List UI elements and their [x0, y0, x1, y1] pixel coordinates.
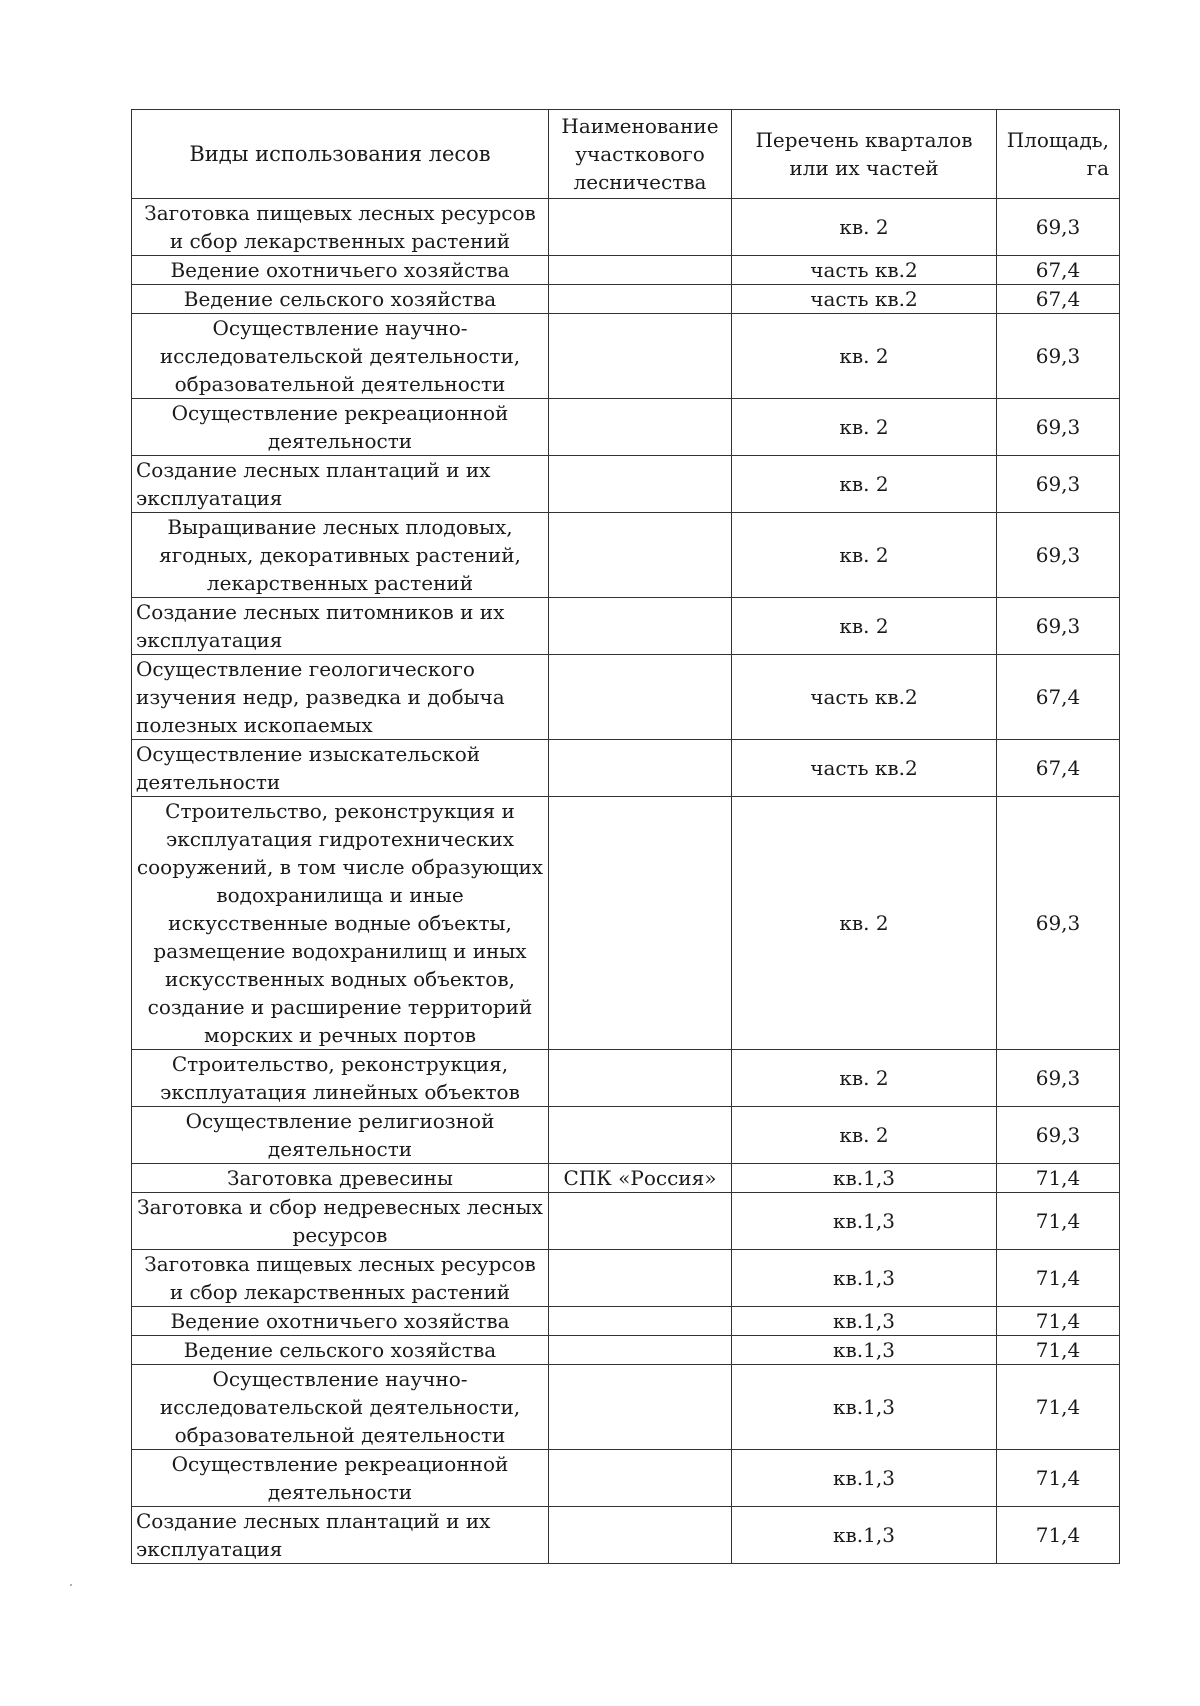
forest-use-cell: Строительство, реконструкция, эксплуатация линейных объектов [132, 1050, 549, 1107]
forestry-cell [549, 1365, 732, 1450]
forest-use-table [131, 109, 1120, 1564]
forest-use-cell: Заготовка пищевых лесных ресурсов и сбор лекарственных растений [132, 199, 549, 256]
quarters-cell: часть кв.2 [732, 285, 997, 314]
forestry-cell [549, 199, 732, 256]
quarters-cell: кв. 2 [732, 199, 997, 256]
forestry-cell [549, 1250, 732, 1307]
table-row [132, 456, 1120, 513]
forestry-cell [549, 1336, 732, 1365]
table-row [132, 399, 1120, 456]
quarters-cell: кв.1,3 [732, 1193, 997, 1250]
forest-use-cell: Выращивание лесных плодовых, ягодных, декоративных растений, лекарственных растений [132, 513, 549, 598]
table-row [132, 1365, 1120, 1450]
table-row [132, 655, 1120, 740]
quarters-cell: кв. 2 [732, 1050, 997, 1107]
quarters-cell: кв. 2 [732, 1107, 997, 1164]
table-row [132, 1250, 1120, 1307]
forestry-cell [549, 1307, 732, 1336]
forest-use-cell: Осуществление изыскательской деятельности [132, 740, 549, 797]
header-quarters: Перечень кварталов или их частей [732, 110, 997, 199]
quarters-cell: кв.1,3 [732, 1164, 997, 1193]
table-row [132, 199, 1120, 256]
forestry-cell [549, 1050, 732, 1107]
table-row [132, 285, 1120, 314]
area-cell: 69,3 [997, 314, 1120, 399]
area-cell: 67,4 [997, 285, 1120, 314]
area-cell: 71,4 [997, 1250, 1120, 1307]
quarters-cell: часть кв.2 [732, 655, 997, 740]
quarters-cell: кв.1,3 [732, 1307, 997, 1336]
area-cell: 67,4 [997, 655, 1120, 740]
forest-use-cell: Строительство, реконструкция и эксплуатация гидротехнических сооружений, в том числе образующих водохранилища и иные искусственные водные объекты, размещение водохранилищ и иных искусственных водных объектов, создание и расширение территорий морских и речных портов [132, 797, 549, 1050]
area-cell: 71,4 [997, 1307, 1120, 1336]
forest-use-cell: Заготовка древесины [132, 1164, 549, 1193]
forestry-cell [549, 256, 732, 285]
forestry-cell [549, 285, 732, 314]
area-cell: 69,3 [997, 199, 1120, 256]
area-cell: 69,3 [997, 456, 1120, 513]
table-row [132, 1107, 1120, 1164]
forestry-cell [549, 797, 732, 1050]
table-row [132, 1193, 1120, 1250]
table-row [132, 1307, 1120, 1336]
quarters-cell: кв. 2 [732, 797, 997, 1050]
table-row [132, 1050, 1120, 1107]
forest-use-cell: Осуществление научно-исследовательской деятельности, образовательной деятельности [132, 314, 549, 399]
quarters-cell: кв. 2 [732, 314, 997, 399]
forestry-cell [549, 513, 732, 598]
quarters-cell: кв.1,3 [732, 1336, 997, 1365]
header-row [132, 110, 1120, 199]
forestry-cell [549, 1507, 732, 1564]
table-row [132, 314, 1120, 399]
area-cell: 71,4 [997, 1336, 1120, 1365]
forestry-cell [549, 1450, 732, 1507]
quarters-cell: кв.1,3 [732, 1250, 997, 1307]
forestry-cell [549, 314, 732, 399]
forestry-cell [549, 598, 732, 655]
table-row [132, 256, 1120, 285]
table-body [132, 199, 1120, 1564]
forest-use-cell: Осуществление рекреационной деятельности [132, 1450, 549, 1507]
area-cell: 69,3 [997, 513, 1120, 598]
area-cell: 69,3 [997, 399, 1120, 456]
quarters-cell: кв.1,3 [732, 1507, 997, 1564]
quarters-cell: кв. 2 [732, 456, 997, 513]
area-cell: 69,3 [997, 797, 1120, 1050]
forest-use-cell: Ведение охотничьего хозяйства [132, 256, 549, 285]
area-cell: 67,4 [997, 256, 1120, 285]
quarters-cell: кв. 2 [732, 598, 997, 655]
forestry-cell [549, 655, 732, 740]
forest-use-cell: Осуществление религиозной деятельности [132, 1107, 549, 1164]
table-header [132, 110, 1120, 199]
area-cell: 69,3 [997, 1050, 1120, 1107]
area-cell: 71,4 [997, 1507, 1120, 1564]
scan-speck [70, 1584, 72, 1586]
quarters-cell: кв. 2 [732, 399, 997, 456]
forest-use-cell: Ведение сельского хозяйства [132, 285, 549, 314]
forestry-cell [549, 740, 732, 797]
header-area: Площадь, га [997, 110, 1120, 199]
forest-use-cell: Осуществление научно-исследовательской деятельности, образовательной деятельности [132, 1365, 549, 1450]
area-cell: 71,4 [997, 1193, 1120, 1250]
header-forestry-name: Наименование участкового лесничества [549, 110, 732, 199]
forest-use-cell: Создание лесных питомников и их эксплуатация [132, 598, 549, 655]
forestry-cell [549, 1193, 732, 1250]
area-cell: 71,4 [997, 1450, 1120, 1507]
forest-use-cell: Заготовка и сбор недревесных лесных ресурсов [132, 1193, 549, 1250]
forestry-cell: СПК «Россия» [549, 1164, 732, 1193]
header-forest-use: Виды использования лесов [132, 110, 549, 199]
quarters-cell: часть кв.2 [732, 256, 997, 285]
table-row [132, 797, 1120, 1050]
table-row [132, 1164, 1120, 1193]
area-cell: 71,4 [997, 1365, 1120, 1450]
forest-use-cell: Ведение охотничьего хозяйства [132, 1307, 549, 1336]
quarters-cell: кв. 2 [732, 513, 997, 598]
table-row [132, 598, 1120, 655]
table-row [132, 740, 1120, 797]
quarters-cell: кв.1,3 [732, 1450, 997, 1507]
area-cell: 67,4 [997, 740, 1120, 797]
table-row [132, 1450, 1120, 1507]
forest-use-cell: Создание лесных плантаций и их эксплуатация [132, 1507, 549, 1564]
forest-use-cell: Ведение сельского хозяйства [132, 1336, 549, 1365]
forest-use-cell: Заготовка пищевых лесных ресурсов и сбор лекарственных растений [132, 1250, 549, 1307]
table-row [132, 1507, 1120, 1564]
forest-use-cell: Создание лесных плантаций и их эксплуатация [132, 456, 549, 513]
table-row [132, 513, 1120, 598]
forestry-cell [549, 399, 732, 456]
area-cell: 69,3 [997, 1107, 1120, 1164]
forestry-cell [549, 456, 732, 513]
area-cell: 69,3 [997, 598, 1120, 655]
quarters-cell: кв.1,3 [732, 1365, 997, 1450]
forest-use-cell: Осуществление рекреационной деятельности [132, 399, 549, 456]
forestry-cell [549, 1107, 732, 1164]
area-cell: 71,4 [997, 1164, 1120, 1193]
table-row [132, 1336, 1120, 1365]
forest-use-cell: Осуществление геологического изучения недр, разведка и добыча полезных ископаемых [132, 655, 549, 740]
quarters-cell: часть кв.2 [732, 740, 997, 797]
